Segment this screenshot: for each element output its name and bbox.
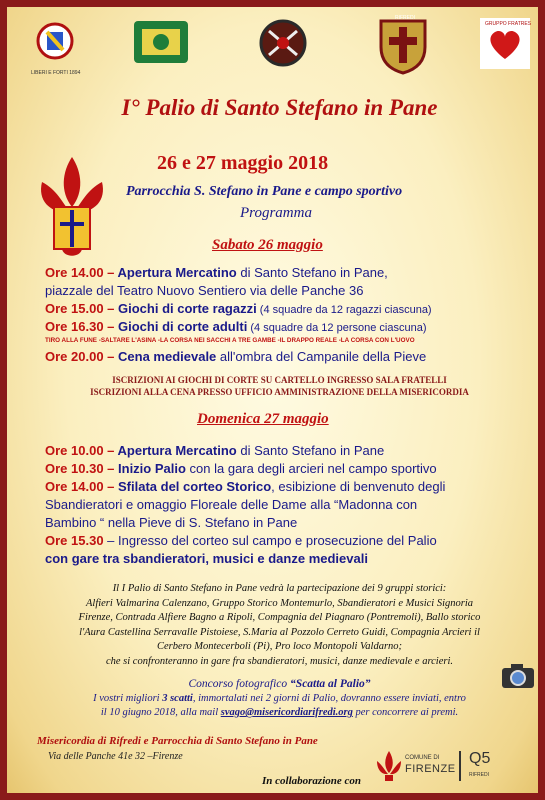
schedule-item: con gare tra sbandieratori, musici e danze medievali: [45, 551, 368, 566]
logo-divider: [459, 751, 461, 781]
schedule-item: Ore 14.00 – Apertura Mercatino di Santo Stefano in Pane,: [45, 265, 388, 280]
logo-caption: GRUPPO FRATRES: [485, 21, 532, 27]
organizer-line: Misericordia di Rifredi e Parrocchia di Santo Stefano in Pane: [37, 735, 318, 747]
page-title: I° Palio di Santo Stefano in Pane: [121, 95, 438, 120]
green-group-emblem-icon: [132, 17, 190, 69]
photo-contest: Concorso fotografico “Scatta al Palio” I vostri migliori 3 scatti, immortalati nei 2 giorni di Palio, dovranno essere inviati, entro il 10 giugno 2018, alla mail svago@misericordiarifredi.org per concorrere ai premi.: [93, 678, 466, 718]
saturday-heading: Sabato 26 maggio: [212, 237, 323, 253]
schedule-item: Ore 10.00 – Apertura Mercatino di Santo Stefano in Pane: [45, 443, 385, 458]
florentine-lily-icon: [375, 749, 403, 783]
schedule-item: piazzale del Teatro Nuovo Sentiero via delle Panche 36: [45, 283, 364, 298]
schedule-item: Ore 16.30 – Giochi di corte adulti (4 squadre da 12 persone ciascuna): [45, 319, 427, 334]
camera-icon: [501, 662, 535, 690]
contest-email-link[interactable]: svago@misericordiarifredi.org: [220, 707, 353, 718]
firenze-label: FIRENZE: [405, 763, 456, 775]
sunday-heading: Domenica 27 maggio: [197, 411, 329, 427]
comune-firenze-logo: [375, 749, 455, 785]
q5-logo: Q5: [469, 750, 491, 767]
schedule-item: Ore 15.30 – Ingresso del corteo sul campo e prosecuzione del Palio: [45, 533, 437, 548]
florentine-lily-crest-icon: [32, 152, 112, 262]
event-dates: 26 e 27 maggio 2018: [157, 152, 329, 174]
participation-text: Il I Palio di Santo Stefano in Pane vedrà la partecipazione dei 9 gruppi storici: Alfieri Valmarina Calenzano, Gruppo Storico Montemurlo, Sbandieratori e Musici Signoria Firenze, Contrada Alfiere Bagno a Ripoli, Compagnia del Piagnaro (Pontremoli), Ballo storico l'Aura Castellina Serravalle Pistoiese, S.Maria al Pozzolo Cerreto Guidi, Compagnia Arcieri il Cerbero Montecerboli (Pi), Pro loco Montopoli Valdarno; che si confronteranno in gare fra sbandieratori, musici, danze medievale e arcieri.: [78, 583, 481, 667]
venue-line: Parrocchia S. Stefano in Pane e campo sportivo: [126, 184, 403, 199]
libero-forti-crest-icon: [29, 17, 81, 69]
logo-strip: [17, 13, 542, 83]
crossed-swords-emblem-icon: [257, 17, 309, 69]
schedule-item: Sbandieratori e omaggio Floreale delle Dame alla “Madonna con: [45, 497, 418, 512]
comune-label: COMUNE DI: [405, 755, 440, 761]
schedule-item: Ore 15.00 – Giochi di corte ragazzi (4 squadre da 12 ragazzi ciascuna): [45, 301, 432, 316]
schedule-item: Ore 10.30 – Inizio Palio con la gara degli arcieri nel campo sportivo: [45, 461, 437, 476]
schedule-item: Bambino “ nella Pieve di S. Stefano in Pane: [45, 515, 298, 530]
games-list: TIRO ALLA FUNE -SALTARE L'ASINA -LA CORSA NEI SACCHI A TRE GAMBE -IL DRAPPO REALE -LA CORSA CON L'UOVO: [45, 337, 415, 344]
registration-note: ISCRIZIONI ALLA CENA PRESSO UFFICIO AMMINISTRAZIONE DELLA MISERICORDIA: [90, 387, 469, 397]
registration-note: ISCRIZIONI AI GIOCHI DI CORTE SU CARTELLO INGRESSO SALA FRATELLI: [112, 375, 447, 385]
program-label: Programma: [240, 205, 312, 221]
schedule-item: Ore 20.00 – Cena medievale all'ombra del Campanile della Pieve: [45, 349, 427, 364]
q5-rifredi-label: RIFREDI: [469, 772, 489, 778]
logo-caption: LIBERI E FORTI 1894: [31, 70, 81, 76]
collaboration-label: In collaborazione con: [262, 775, 362, 787]
organizer-address: Via delle Panche 41e 32 –Firenze: [48, 751, 183, 762]
logo-caption: RIFREDI: [395, 15, 415, 21]
schedule-item: Ore 14.00 – Sfilata del corteo Storico, esibizione di benvenuto degli: [45, 479, 446, 494]
rifredi-crest-icon: [377, 17, 429, 69]
